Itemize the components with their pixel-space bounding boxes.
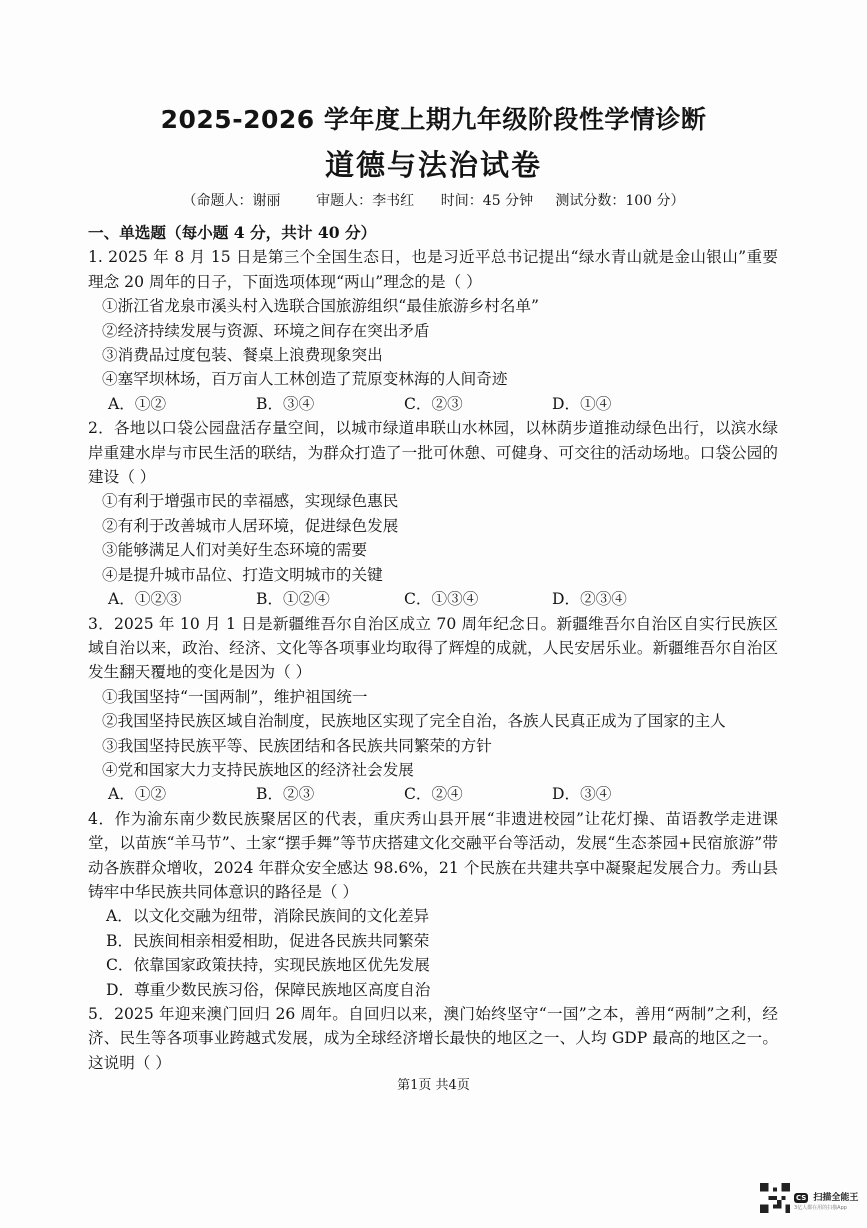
option-d: D．①④ [552, 394, 612, 413]
statement: ②经济持续发展与资源、环境之间存在突出矛盾 [102, 321, 430, 340]
exam-title-line1: 2025-2026 学年度上期九年级阶段性学情诊断 [160, 105, 707, 134]
statement: ①有利于增强市民的幸福感，实现绿色惠民 [102, 492, 399, 511]
scanner-watermark [760, 1180, 860, 1216]
option-b: B．①②④ [256, 590, 330, 609]
option-d: D．③④ [552, 785, 612, 804]
option-b: B．民族间相亲相爱相助，促进各民族共同繁荣 [106, 931, 430, 950]
statement: ③消费品过度包装、餐桌上浪费现象突出 [102, 346, 383, 365]
question-2 [88, 416, 778, 611]
question-4 [88, 807, 778, 1002]
qr-code-icon [760, 1183, 790, 1213]
question-stem: 4．作为渝东南少数民族聚居区的代表，重庆秀山县开展“非遗进校园”让花灯操、苗语教学走进课堂，以苗族“羊马节”、土家“摆手舞”等节庆搭建文化交融平台等活动，发展“生态茶园+民宿旅游”带动各族群众增收，2024 年群众安全感达 98.6%，21 个民族在共建共享中凝聚起发展合力。秀山县铸牢中华民族共同体意识的路径是（ ） [88, 809, 778, 901]
statement: ②有利于改善城市人居环境，促进绿色发展 [102, 516, 399, 535]
answer-options [88, 587, 778, 611]
statement: ④塞罕坝林场，百万亩人工林创造了荒原变林海的人间奇迹 [102, 370, 508, 389]
question-1 [88, 245, 778, 416]
exam-title-line2: 道德与法治试卷 [324, 148, 542, 182]
statement: ③能够满足人们对美好生态环境的需要 [102, 541, 368, 560]
page-number: 第1页 共4页 [397, 1078, 470, 1093]
option-c: C．依靠国家政策扶持，实现民族地区优先发展 [106, 956, 430, 975]
option-a: A．①② [108, 394, 167, 413]
watermark-text [794, 1185, 858, 1211]
camscanner-logo-icon: CS [796, 1194, 807, 1202]
exam-content [88, 221, 778, 1075]
option-c: C．②③ [404, 394, 463, 413]
statement: ①我国坚持“一国两制”，维护祖国统一 [102, 687, 368, 706]
question-stem: 2．各地以口袋公园盘活存量空间，以城市绿道串联山水林园，以林荫步道推动绿色出行，以滨水绿岸重建水岸与市民生活的联结，为群众打造了一批可休憩、可健身、可交往的活动场地。口袋公园的建设（ ） [88, 419, 778, 487]
watermark-tagline: 3亿人都在用的扫描App [794, 1205, 847, 1211]
statement: ①浙江省龙泉市溪头村入选联合国旅游组织“最佳旅游乡村名单” [102, 297, 539, 316]
question-stem: 1. 2025 年 8 月 15 日是第三个全国生态日，也是习近平总书记提出“绿水青山就是金山银山”重要理念 20 周年的日子，下面选项体现“两山”理念的是（ ） [88, 248, 778, 291]
option-c: C．②④ [404, 785, 463, 804]
statement: ④是提升城市品位、打造文明城市的关键 [102, 565, 383, 584]
statement: ④党和国家大力支持民族地区的经济社会发展 [102, 760, 414, 779]
question-stem: 5．2025 年迎来澳门回归 26 周年。自回归以来，澳门始终坚守“一国”之本，善用“两制”之利，经济、民生等各项事业跨越式发展，成为全球经济增长最快的地区之一、人均 GDP 最高的地区之一。这说明（ ） [88, 1005, 778, 1072]
exam-meta-info: （命题人：谢丽 审题人：李书红 时间：45 分钟 测试分数：100 分） [182, 193, 685, 209]
option-a: A．①②③ [108, 590, 182, 609]
answer-options [88, 392, 778, 416]
question-stem: 3．2025 年 10 月 1 日是新疆维吾尔自治区成立 70 周年纪念日。新疆维吾尔自治区自实行民族区域自治以来，政治、经济、文化等各项事业均取得了辉煌的成就，人民安居乐业。新疆维吾尔自治区发生翻天覆地的变化是因为（ ） [88, 614, 778, 682]
statement: ②我国坚持民族区域自治制度，民族地区实现了完全自治，各族人民真正成为了国家的主人 [102, 712, 726, 731]
question-3 [88, 612, 778, 807]
option-d: D．②③④ [552, 590, 627, 609]
option-d: D．尊重少数民族习俗，保障民族地区高度自治 [106, 980, 431, 999]
option-b: B．②③ [256, 785, 315, 804]
option-a: A．①② [108, 785, 167, 804]
statement: ③我国坚持民族平等、民族团结和各民族共同繁荣的方针 [102, 736, 492, 755]
answer-options [88, 782, 778, 806]
option-c: C．①③④ [404, 590, 479, 609]
option-a: A．以文化交融为纽带，消除民族间的文化差异 [106, 907, 430, 926]
option-b: B．③④ [256, 394, 315, 413]
watermark-app-name: 扫描全能王 [813, 1193, 859, 1203]
section-title: 一、单选题（每小题 4 分，共计 40 分） [88, 223, 377, 242]
question-5 [88, 1002, 778, 1075]
